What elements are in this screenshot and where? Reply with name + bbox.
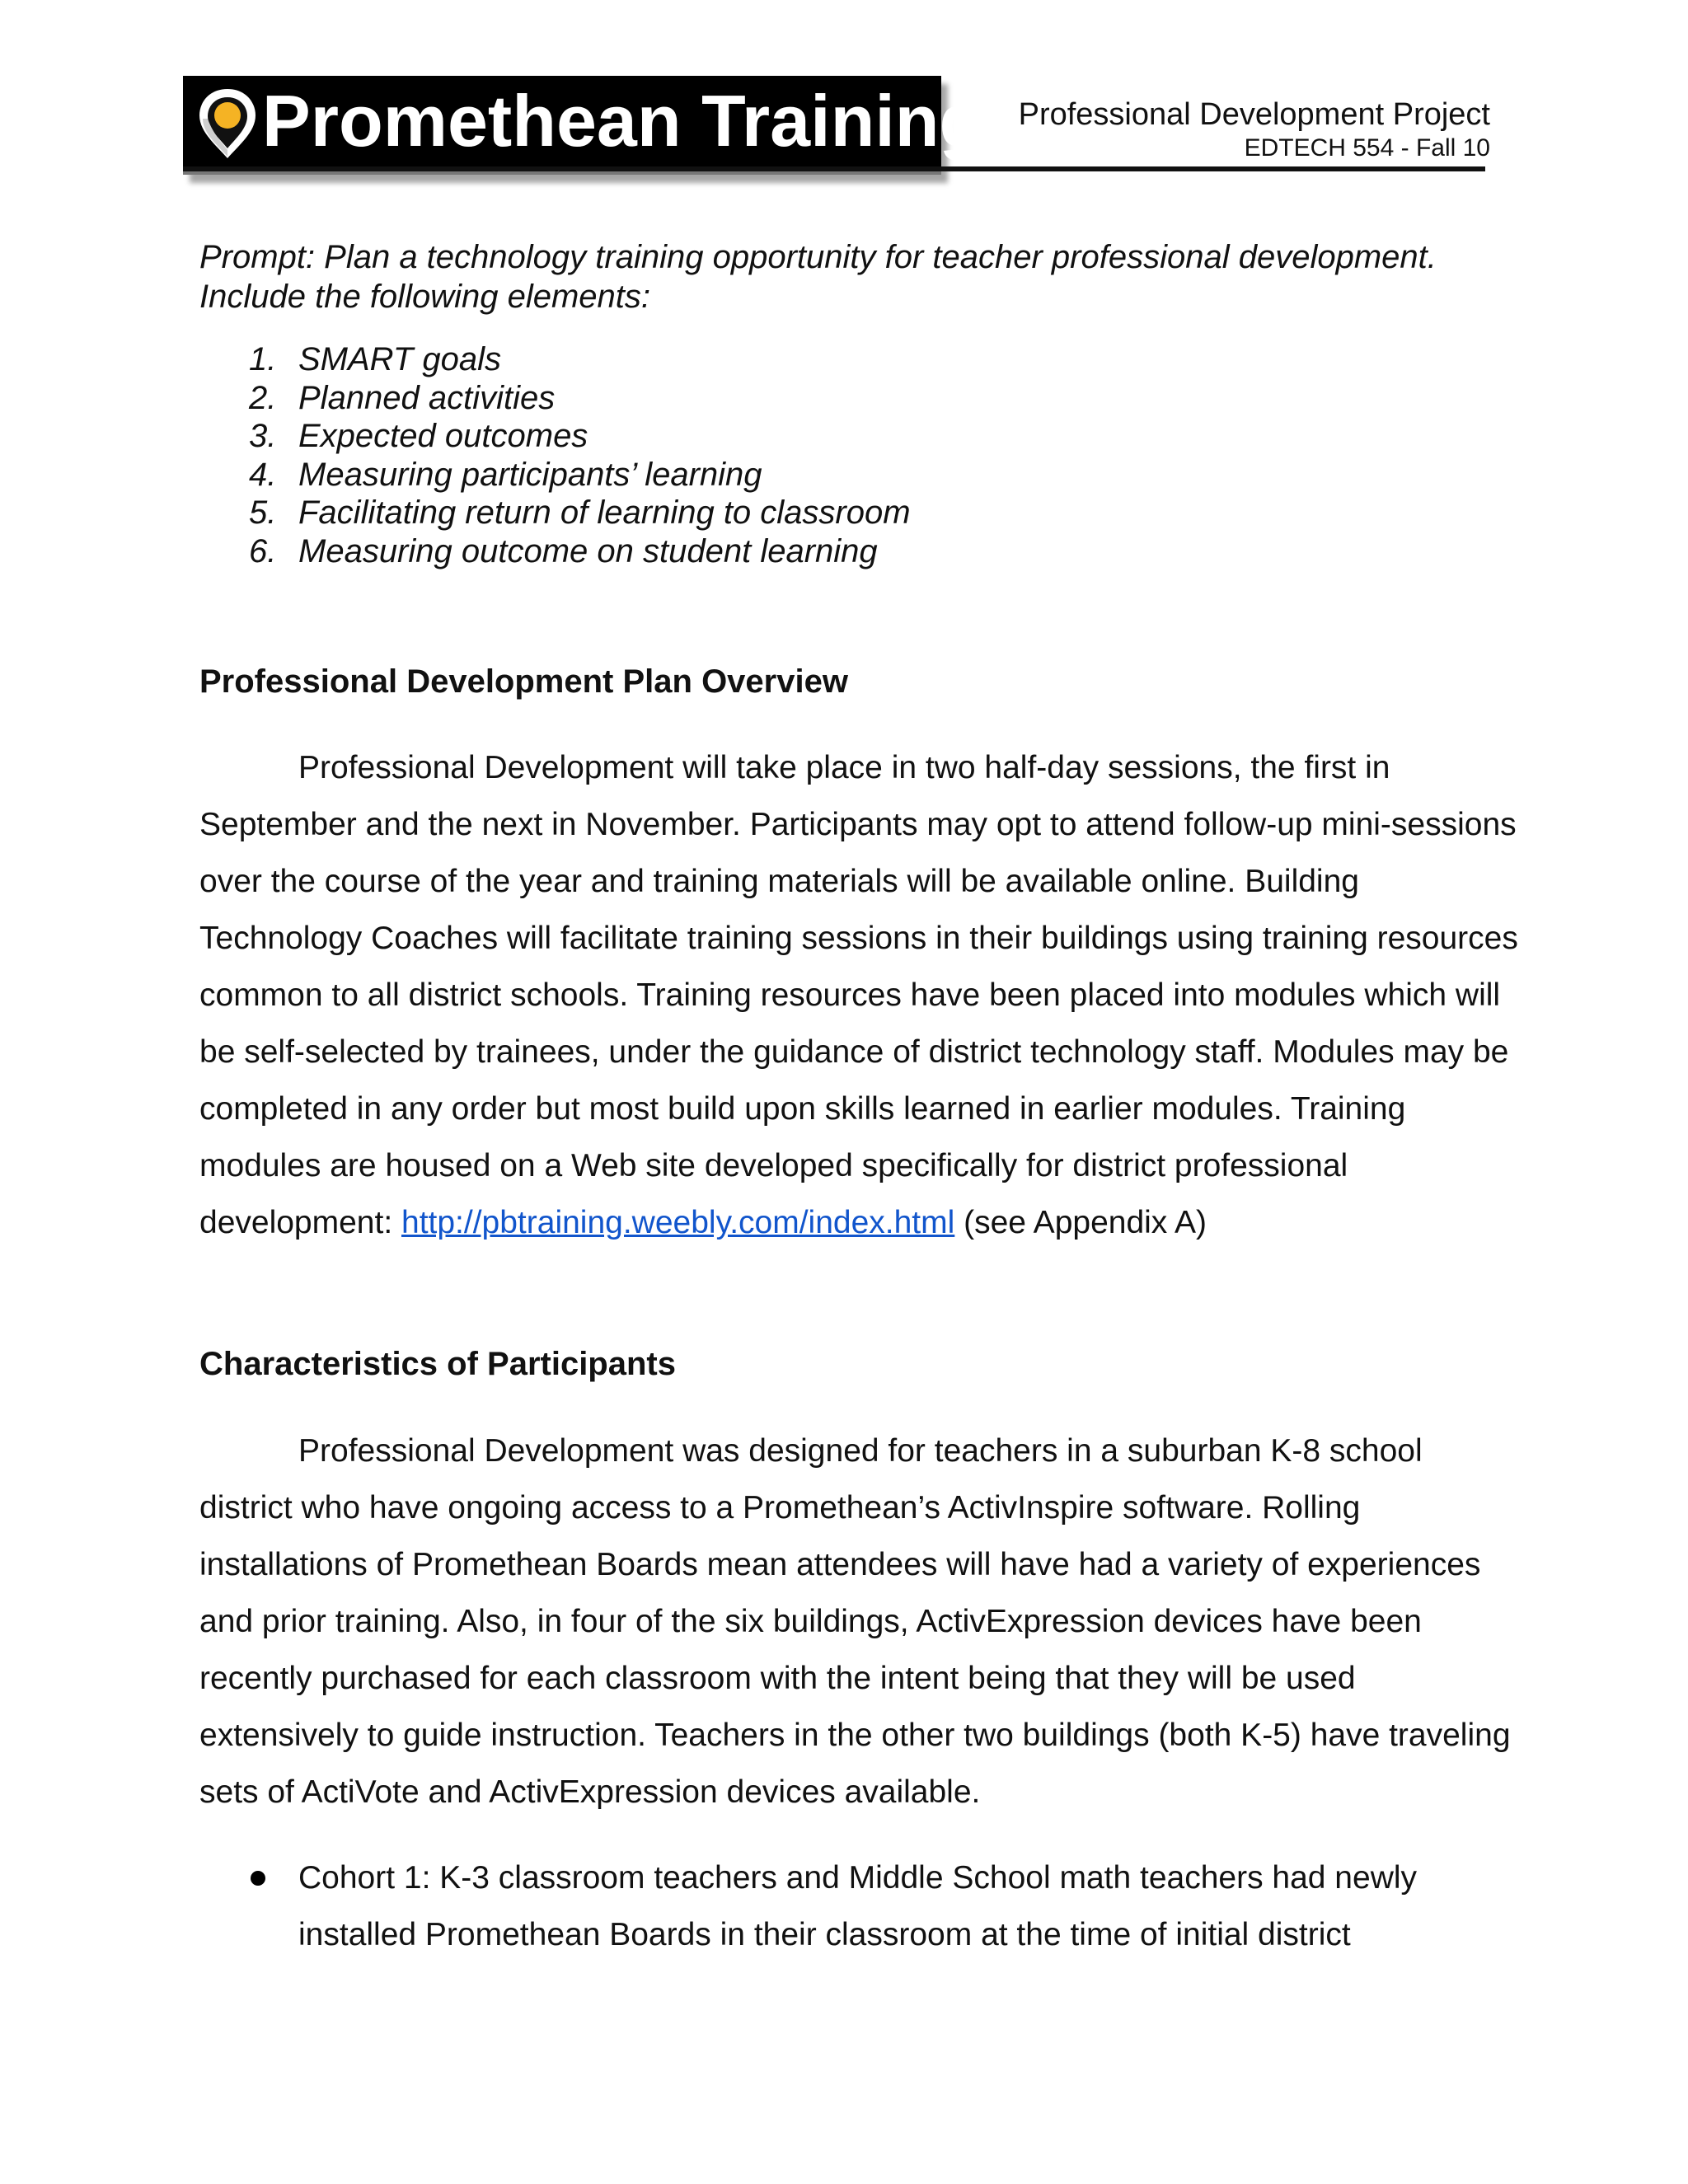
header-rule [183,166,1485,171]
bullet-icon [251,1871,265,1886]
overview-paragraph [199,739,1518,1251]
promethean-logo [183,76,984,175]
overview-heading: Professional Development Plan Overview [199,663,848,700]
logo-text: Promethean Training [262,80,984,162]
list-item: 6. Measuring outcome on student learning [249,532,878,569]
cohort-text: Cohort 1: K-3 classroom teachers and Middle School math teachers had newly installed Promethean Boards in their classroom at the time of initial district [298,1860,1418,1952]
prompt-list [199,340,1436,570]
appendix-reference: (see Appendix A) [954,1205,1207,1240]
training-site-link[interactable]: http://pbtraining.weebly.com/index.html [401,1205,955,1240]
list-item: 1. SMART goals [249,341,502,377]
prompt-text: Prompt: Plan a technology training opportunity for teacher professional development. Include the following elements: [199,239,1437,315]
list-item: 2. Planned activities [249,379,556,416]
participants-paragraph [199,1422,1518,1821]
header-title: Professional Development Project [1018,97,1490,132]
map-pin-icon [195,86,260,162]
list-item: 4. Measuring participants’ learning [249,456,762,493]
participants-body: Professional Development was designed for teachers in a suburban K-8 school district who have ongoing access to a Promethean’s ActivInspire software. Rolling installations of Promethean Boards mean attendees will have had a variety of experiences and prior training. Also, in four of the six buildings, ActivExpression devices have been recently purchased for each classroom with the intent being that they will be used extensively to guide instruction. Teachers in the other two buildings (both K-5) have traveling sets of ActiVote and ActivExpression devices available. [199,1433,1511,1810]
participants-heading: Characteristics of Participants [199,1346,676,1382]
cohort-bullet [199,1849,1518,1963]
list-item: 5. Facilitating return of learning to classroom [249,494,911,531]
overview-body: Professional Development will take place in two half-day sessions, the first in September and the next in November. Participants may opt to attend follow-up mini-sessions over the course of the year and training materials will be available online. Building Technology Coaches will facilitate training sessions in their buildings using training resources common to all district schools. Training resources have been placed into modules which will be self-selected by trainees, under the guidance of district technology staff. Modules may be completed in any order but most build upon skills learned in earlier modules. Training modules are housed on a Web site developed specifically for district professional development: [199,750,1518,1240]
list-item: 3. Expected outcomes [249,418,588,454]
header-subtitle: EDTECH 554 - Fall 10 [1244,134,1490,162]
